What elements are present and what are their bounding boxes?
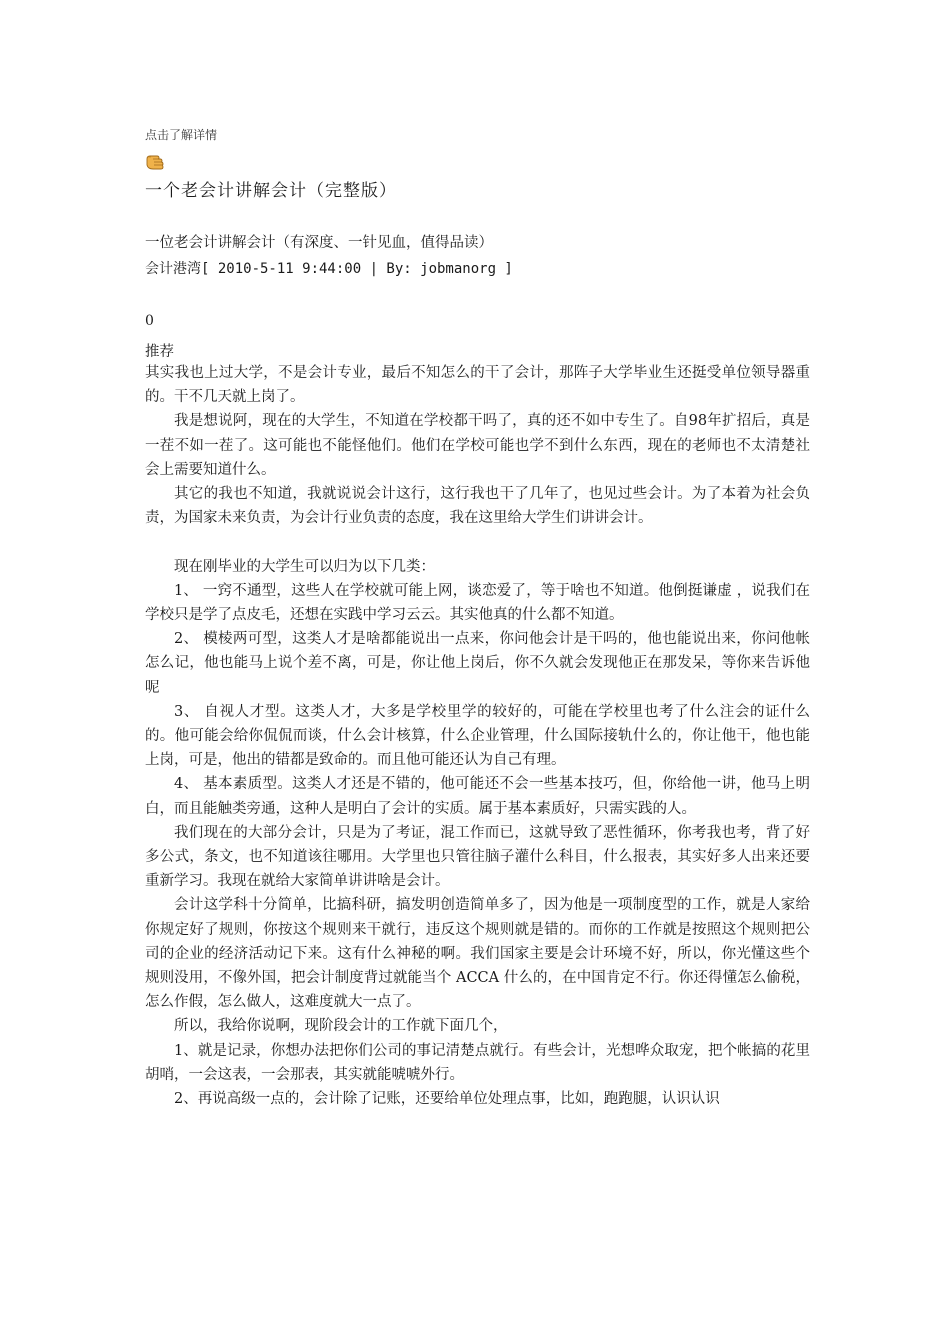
paragraph: 3、 自视人才型。这类人才，大多是学校里学的较好的，可能在学校里也考了什么注会的证什么的。他可能会给你侃侃而谈，什么会计核算，什么企业管理，什么国际接轨什么的，你让他干，他也能上岗，可是，他出的错都是致命的。而且他可能还认为自己有理。: [145, 703, 810, 769]
pointing-hand-icon: [145, 152, 165, 172]
paragraph: 所以，我给你说啊，现阶段会计的工作就下面几个，: [174, 1018, 508, 1035]
paragraph: 2、 模棱两可型，这类人才是啥都能说出一点来，你问他会计是干吗的，他也能说出来，你问他帐怎么记，他也能马上说个差不离，可是，你让他上岗后，你不久就会发现他正在那发呆，等你来告诉他呢: [145, 631, 810, 696]
paragraph: 2、再说高级一点的，会计除了记账，还要给单位处理点事，比如，跑跑腿，认识认识: [174, 1091, 720, 1108]
paragraph: 4、 基本素质型。这类人才还是不错的，他可能还不会一些基本技巧，但，你给他一讲，他马上明白，而且能触类旁通，这种人是明白了会计的实质。属于基本素质好，只需实践的人。: [145, 776, 810, 817]
learn-more-link[interactable]: 点击了解详情: [145, 128, 218, 142]
paragraph: 会计这学科十分简单，比搞科研，搞发明创造简单多了，因为他是一项制度型的工作，就是人家给你规定好了规则，你按这个规则来干就行，违反这个规则就是错的。而你的工作就是按照这个规则把公司的企业的经济活动记下来。这有什么神秘的啊。我们国家主要是会计环境不好，所以，你光懂这些个规则没用，不像外国，把会计制度背过就能当个 ACCA 什么的，在中国肯定不行。你还得懂怎么偷税，怎么作假，怎么做人，这难度就大一点了。: [145, 897, 810, 1011]
article-subtitle: 一位老会计讲解会计（有深度、一针见血，值得品读）: [145, 235, 493, 251]
paragraph-spacer: [145, 530, 810, 554]
article-meta: [145, 258, 513, 278]
document-title: 一个老会计讲解会计（完整版）: [145, 181, 397, 201]
paragraph: 1、就是记录，你想办法把你们公司的事记清楚点就行。有些会计，光想哗众取宠，把个帐搞的花里胡哨，一会这表，一会那表，其实就能唬唬外行。: [145, 1042, 810, 1083]
paragraph: 我们现在的大部分会计，只是为了考证，混工作而已，这就导致了恶性循环，你考我也考，背了好多公式，条文，也不知道该往哪用。大学里也只管往脑子灌什么科目，什么报表，其实好多人出来还要重新学习。我现在就给大家简单讲讲啥是会计。: [145, 824, 810, 890]
paragraph: 其它的我也不知道，我就说说会计这行，这行我也干了几年了，也见过些会计。为了本着为社会负责，为国家未来负责，为会计行业负责的态度，我在这里给大学生们讲讲会计。: [145, 486, 810, 527]
recommend-count: 0: [145, 313, 154, 329]
paragraph: 我是想说阿，现在的大学生，不知道在学校都干吗了，真的还不如中专生了。自98年扩招后，真是一茬不如一茬了。这可能也不能怪他们。他们在学校可能也学不到什么东西，现在的老师也不太清楚社会上需要知道什么。: [145, 413, 810, 478]
paragraph: 1、 一窍不通型，这些人在学校就可能上网，谈恋爱了，等于啥也不知道。他倒挺谦虚 ，说我们在学校只是学了点皮毛，还想在实践中学习云云。其实他真的什么都不知道。: [145, 582, 810, 624]
recommend-label[interactable]: 推荐: [145, 344, 174, 360]
paragraph: 其实我也上过大学，不是会计专业，最后不知怎么的干了会计，那阵子大学毕业生还挺受单位领导器重的。干不几天就上岗了。: [145, 365, 810, 406]
article-body: [145, 361, 810, 1111]
paragraph: 现在刚毕业的大学生可以归为以下几类：: [174, 558, 435, 575]
source-name: 会计港湾: [145, 261, 201, 277]
post-meta: [ 2010-5-11 9:44:00 | By: jobmanorg ]: [201, 261, 513, 277]
